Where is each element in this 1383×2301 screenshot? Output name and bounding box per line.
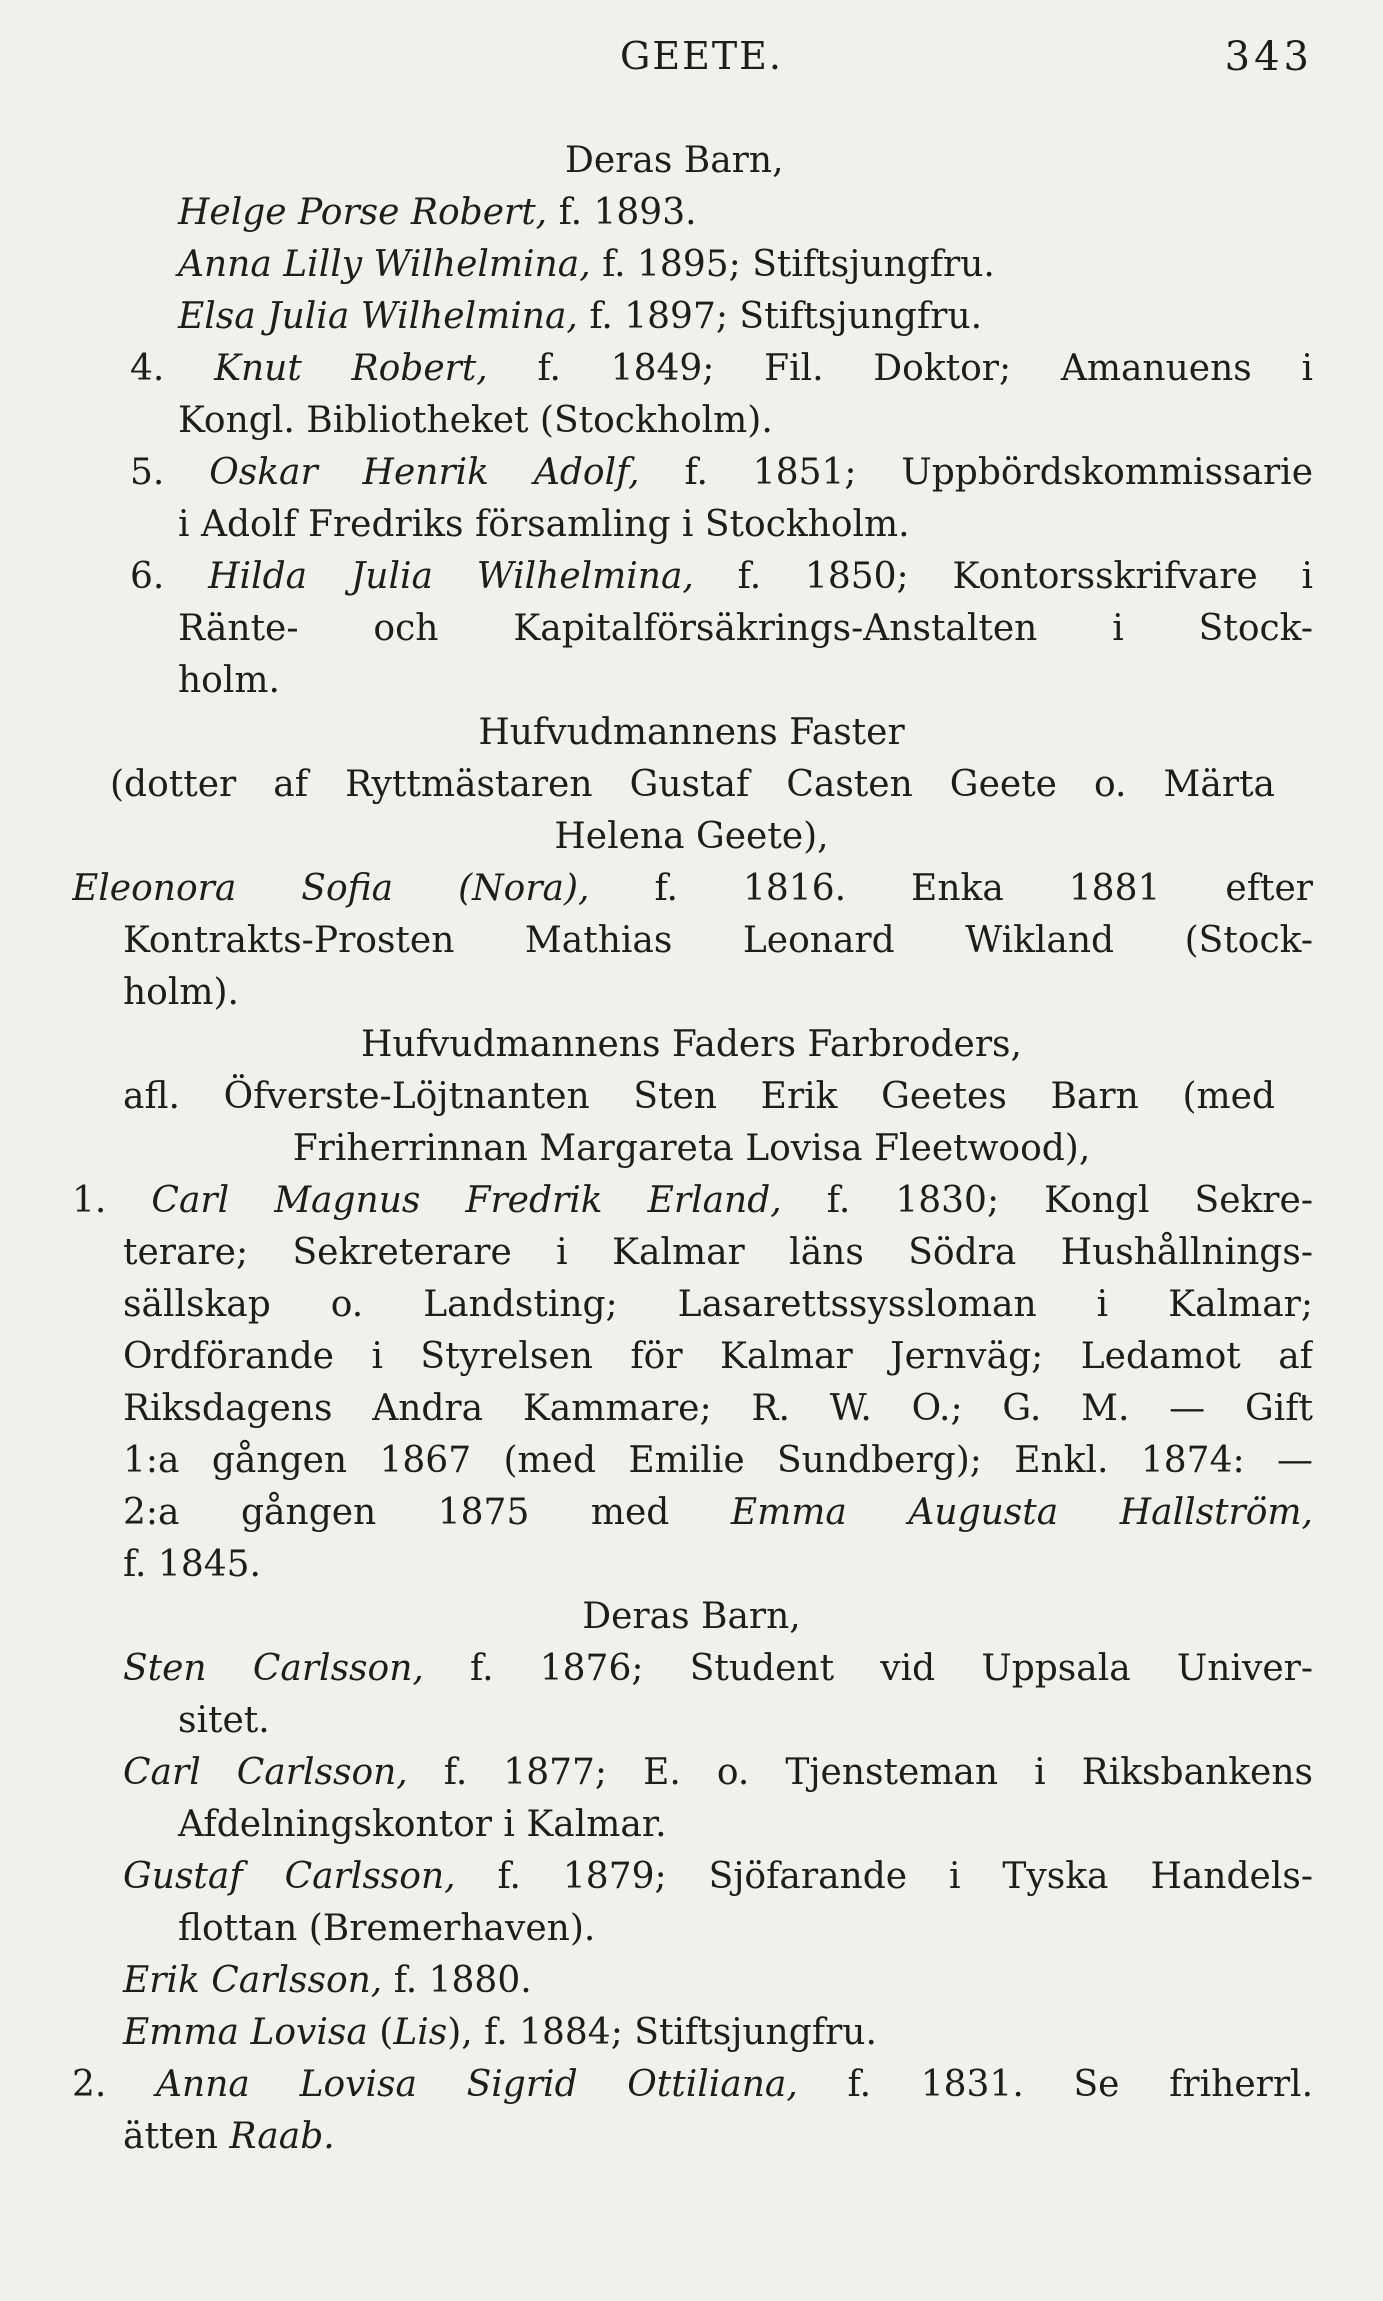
text-line: sällskap o. Landsting; Lasarettssyssloman i Kalmar; — [123, 1284, 1313, 1325]
text-line: Emma Lovisa (Lis), f. 1884; Stiftsjungfru. — [123, 2012, 877, 2053]
text-line: Eleonora Sofia (Nora), f. 1816. Enka 1881 efter — [72, 868, 1313, 909]
text-line: Hufvudmannens Faster — [478, 712, 905, 753]
text-line: Ordförande i Styrelsen för Kalmar Jernväg; Ledamot af — [123, 1336, 1313, 1377]
text-line: ätten Raab. — [123, 2116, 335, 2157]
text-line: 6. Hilda Julia Wilhelmina, f. 1850; Kontorsskrifvare i — [130, 556, 1313, 597]
text-line: Helena Geete), — [554, 816, 829, 857]
text-line: terare; Sekreterare i Kalmar läns Södra Hushållnings- — [123, 1232, 1313, 1273]
text-line: 4. Knut Robert, f. 1849; Fil. Doktor; Amanuens i — [130, 348, 1313, 389]
page-number: 343 — [1224, 34, 1313, 80]
running-title: GEETE. — [620, 34, 783, 78]
text-line: Sten Carlsson, f. 1876; Student vid Uppsala Univer- — [123, 1648, 1313, 1689]
text-line: i Adolf Fredriks församling i Stockholm. — [178, 504, 910, 545]
text-line: Kongl. Bibliotheket (Stockholm). — [178, 400, 773, 441]
text-line: 2. Anna Lovisa Sigrid Ottiliana, f. 1831. Se friherrl. — [72, 2064, 1313, 2105]
text-line: holm. — [178, 660, 280, 701]
text-line: Erik Carlsson, f. 1880. — [123, 1960, 532, 2001]
text-line: 2:a gången 1875 med Emma Augusta Hallström, — [123, 1492, 1313, 1533]
text-line: Deras Barn, — [582, 1596, 801, 1637]
text-line: Kontrakts-Prosten Mathias Leonard Wikland (Stock- — [123, 920, 1313, 961]
text-line: Friherrinnan Margareta Lovisa Fleetwood), — [292, 1128, 1091, 1169]
text-line: afl. Öfverste-Löjtnanten Sten Erik Geetes Barn (med — [123, 1076, 1275, 1117]
text-line: Elsa Julia Wilhelmina, f. 1897; Stiftsjungfru. — [178, 296, 983, 337]
text-line: (dotter af Ryttmästaren Gustaf Casten Geete o. Märta — [110, 764, 1275, 805]
text-line: holm). — [123, 972, 239, 1013]
text-line: Gustaf Carlsson, f. 1879; Sjöfarande i Tyska Handels- — [123, 1856, 1313, 1897]
text-line: 1. Carl Magnus Fredrik Erland, f. 1830; Kongl Sekre- — [72, 1180, 1313, 1221]
text-line: Riksdagens Andra Kammare; R. W. O.; G. M. — Gift — [123, 1388, 1313, 1429]
page-header — [0, 34, 1383, 94]
text-line: 1:a gången 1867 (med Emilie Sundberg); Enkl. 1874: — — [123, 1440, 1313, 1481]
text-line: 5. Oskar Henrik Adolf, f. 1851; Uppbördskommissarie — [130, 452, 1313, 493]
text-line: Afdelningskontor i Kalmar. — [178, 1804, 667, 1845]
text-line: f. 1845. — [123, 1544, 261, 1585]
text-line: flottan (Bremerhaven). — [178, 1908, 596, 1949]
text-line: Anna Lilly Wilhelmina, f. 1895; Stiftsjungfru. — [178, 244, 995, 285]
text-line: Ränte- och Kapitalförsäkrings-Anstalten i Stock- — [178, 608, 1313, 649]
text-line: Deras Barn, — [565, 140, 784, 181]
text-line: Carl Carlsson, f. 1877; E. o. Tjensteman i Riksbankens — [123, 1752, 1313, 1793]
text-line: sitet. — [178, 1700, 270, 1741]
text-line: Helge Porse Robert, f. 1893. — [178, 192, 697, 233]
text-line: Hufvudmannens Faders Farbroders, — [361, 1024, 1022, 1065]
